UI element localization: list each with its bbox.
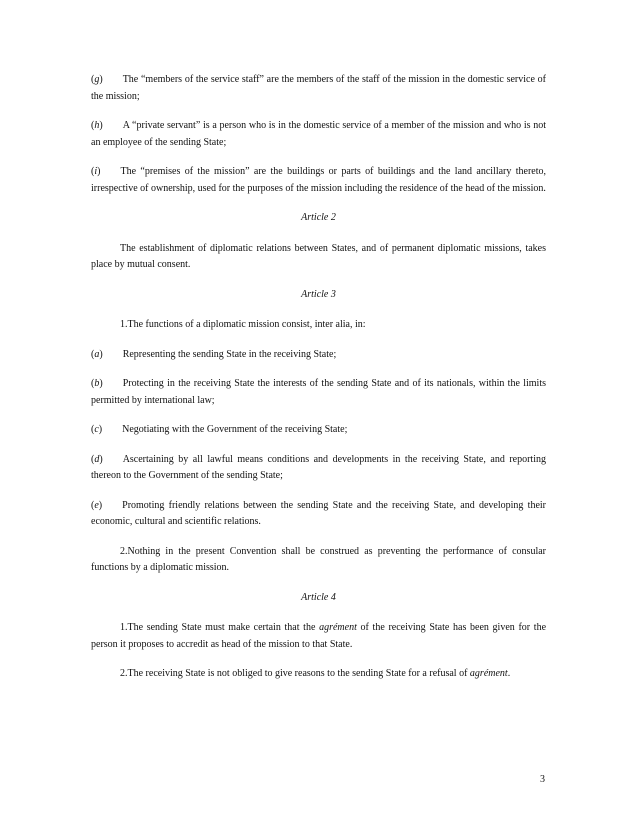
emphasized-term: agrément xyxy=(469,668,508,679)
article-3-item-e: (e) Promoting friendly relations between the sending State and the receiving State, and developing their economic, cultural and scientific relations. xyxy=(91,499,546,527)
item-text: Ascertaining by all lawful means conditions and developments in the receiving State, and reporting thereon to the Government of the sending State; xyxy=(91,453,546,481)
item-label: e xyxy=(94,499,99,511)
definition-i: (i) The “premises of the mission” are the buildings or parts of buildings and the land ancillary thereto, irrespective of ownership, used for the purposes of the mission including the residence of the head of the mission. xyxy=(91,166,546,194)
text-run: 2.The receiving State is not obliged to give reasons to the sending State for a refusal of xyxy=(120,668,470,679)
definition-g: (g) The “members of the service staff” are the members of the staff of the mission in the domestic service of the mission; xyxy=(91,74,546,102)
item-text: The “members of the service staff” are the members of the staff of the mission in the domestic service of the mission; xyxy=(91,74,546,102)
text-run: of the receiving State has been given for the person it proposes to accredit as head of the mission to that State. xyxy=(91,622,547,650)
item-label: c xyxy=(94,424,99,435)
article-4-heading: Article 4 xyxy=(301,591,336,603)
article-4-para-1 xyxy=(91,620,546,653)
item-label: g xyxy=(94,74,100,85)
emphasized-term: agrément xyxy=(319,622,357,633)
article-3-para-2: 2.Nothing in the present Convention shall be construed as preventing the performance of consular functions by a diplomatic mission. xyxy=(91,545,546,573)
item-text: Negotiating with the Government of the receiving State; xyxy=(122,424,348,435)
article-3-item-d: (d) Ascertaining by all lawful means conditions and developments in the receiving State, and reporting thereon to the Government of the sending State; xyxy=(91,453,546,481)
page-number: 3 xyxy=(540,774,545,785)
item-text: Protecting in the receiving State the interests of the sending State and of its nationals, within the limits permitted by international law; xyxy=(91,378,546,406)
item-text: The “premises of the mission” are the buildings or parts of buildings and the land ancillary thereto, irrespective of ownership, used for the purposes of the mission including the residence of the head of the mission. xyxy=(91,166,546,194)
item-label: d xyxy=(94,453,100,465)
page-content xyxy=(91,72,546,696)
article-3-para-1: 1.The functions of a diplomatic mission consist, inter alia, in: xyxy=(120,319,366,330)
item-label: a xyxy=(94,348,100,360)
article-2-heading: Article 2 xyxy=(301,212,336,223)
item-label: i xyxy=(94,166,98,177)
item-label: h xyxy=(94,120,100,131)
item-text: Representing the sending State in the receiving State; xyxy=(122,348,337,360)
article-2-text: The establishment of diplomatic relations between States, and of permanent diplomatic missions, takes place by mutual consent. xyxy=(91,242,546,270)
article-3-item-a: (a) Representing the sending State in the receiving State; xyxy=(91,348,337,360)
item-text: A “private servant” is a person who is in the domestic service of a member of the mission and who is not an employee of the sending State; xyxy=(91,120,546,148)
article-4-para-2 xyxy=(91,666,546,683)
article-3-item-b: (b) Protecting in the receiving State the interests of the sending State and of its nationals, within the limits permitted by international law; xyxy=(91,378,546,406)
definition-h: (h) A “private servant” is a person who is in the domestic service of a member of the mission and who is not an employee of the sending State; xyxy=(91,120,546,148)
text-run: 1.The sending State must make certain that the xyxy=(120,622,320,633)
item-text: Promoting friendly relations between the sending State and the receiving State, and developing their economic, cultural and scientific relations. xyxy=(91,499,546,527)
article-3-heading: Article 3 xyxy=(301,288,336,300)
article-3-item-c: (c) Negotiating with the Government of the receiving State; xyxy=(91,424,348,435)
text-run: . xyxy=(507,668,511,679)
item-label: b xyxy=(94,378,100,389)
